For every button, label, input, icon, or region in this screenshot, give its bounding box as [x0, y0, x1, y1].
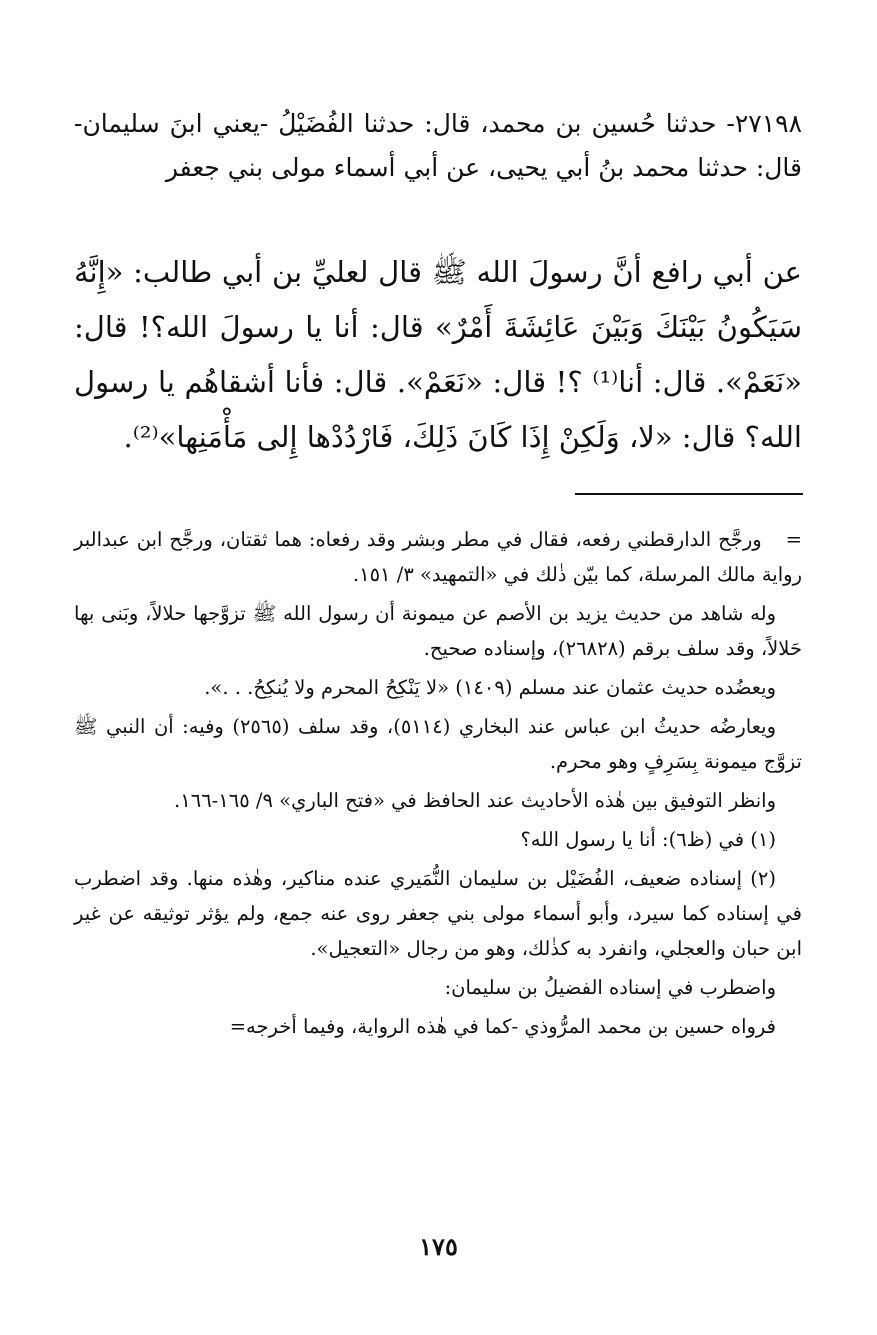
footnotes-section [74, 522, 802, 1048]
footnote-paragraph: وانظر التوفيق بين هٰذه الأحاديث عند الحافظ في «فتح الباري» ٩/ ١٦٥-١٦٦. [174, 789, 776, 812]
footnote-paragraph: فرواه حسين بن محمد المرُّوذي -كما في هٰذه الرواية، وفيما أخرجه= [229, 1015, 776, 1038]
footnote-separator [575, 493, 803, 495]
footnote-paragraph: وله شاهد من حديث يزيد بن الأصم عن ميمونة أن رسول الله ﷺ تزوَّجها حلالاً، وبَنى بها حَلالاً، وقد سلف برقم (٢٦٨٢٨)، وإسناده صحيح. [74, 602, 802, 660]
hadith-isnad: ٢٧١٩٨- حدثنا حُسين بن محمد، قال: حدثنا الفُضَيْلُ -يعني ابنَ سليمان- قال: حدثنا محمد بنُ أبي يحيى، عن أبي أسماء مولى بني جعفر [74, 109, 802, 182]
footnote-1: (١) في (ظ٦): أنا يا رسول الله؟ [520, 828, 776, 851]
footnote-paragraph: ويعضُده حديث عثمان عند مسلم (١٤٠٩) «لا يَنْكِحُ المحرم ولا يُنكِحُ. . .». [204, 676, 776, 699]
footnote-2: (٢) إسناده ضعيف، الفُضَيْل بن سليمان النُّمَيري عنده مناكير، وهٰذه منها. وقد اضطرب في إسناده كما سيرد، وأبو أسماء مولى بني جعفر روى عنه جمع، ولم يؤثر توثيقه عن غير ابن حبان والعجلي، وانفرد به كذٰلك، وهو من رجال «التعجيل». [74, 867, 802, 960]
continuation-mark: = [785, 528, 802, 551]
page-number: ١٧٥ [419, 1232, 458, 1261]
footnote-paragraph: ويعارضُه حديثُ ابن عباس عند البخاري (٥١١٤)، وقد سلف (٢٥٦٥) وفيه: أن النبي ﷺ تزوَّج ميمونة بِسَرِفٍ وهو محرم. [74, 715, 802, 773]
footnote-text: ورجَّح الدارقطني رفعه، فقال في مطر وبشر وقد رفعاه: هما ثقتان، ورجَّح ابن عبدالبر رواية مالك المرسلة، كما بيّن ذٰلك في «التمهيد» ٣/ ١٥١. [74, 528, 802, 586]
hadith-matn: عن أبي رافع أنَّ رسولَ الله ﷺ قال لعليِّ بن أبي طالب: «إِنَّهُ سَيَكُونُ بَيْنَكَ وَبَيْنَ عَائِشَةَ أَمْرٌ» قال: أنا يا رسولَ الله؟! قال: «نَعَمْ». قال: أنا⁽¹⁾ ؟! قال: «نَعَمْ». قال: فأنا أشقاهُم يا رسول الله؟ قال: «لا، وَلَكِنْ إِذَا كَانَ ذَلِكَ، فَارْدُدْها إِلى مَأْمَنِها»⁽²⁾. [74, 255, 802, 454]
footnote-paragraph [74, 522, 802, 592]
footnote-paragraph: واضطرب في إسناده الفضيلُ بن سليمان: [444, 976, 776, 999]
